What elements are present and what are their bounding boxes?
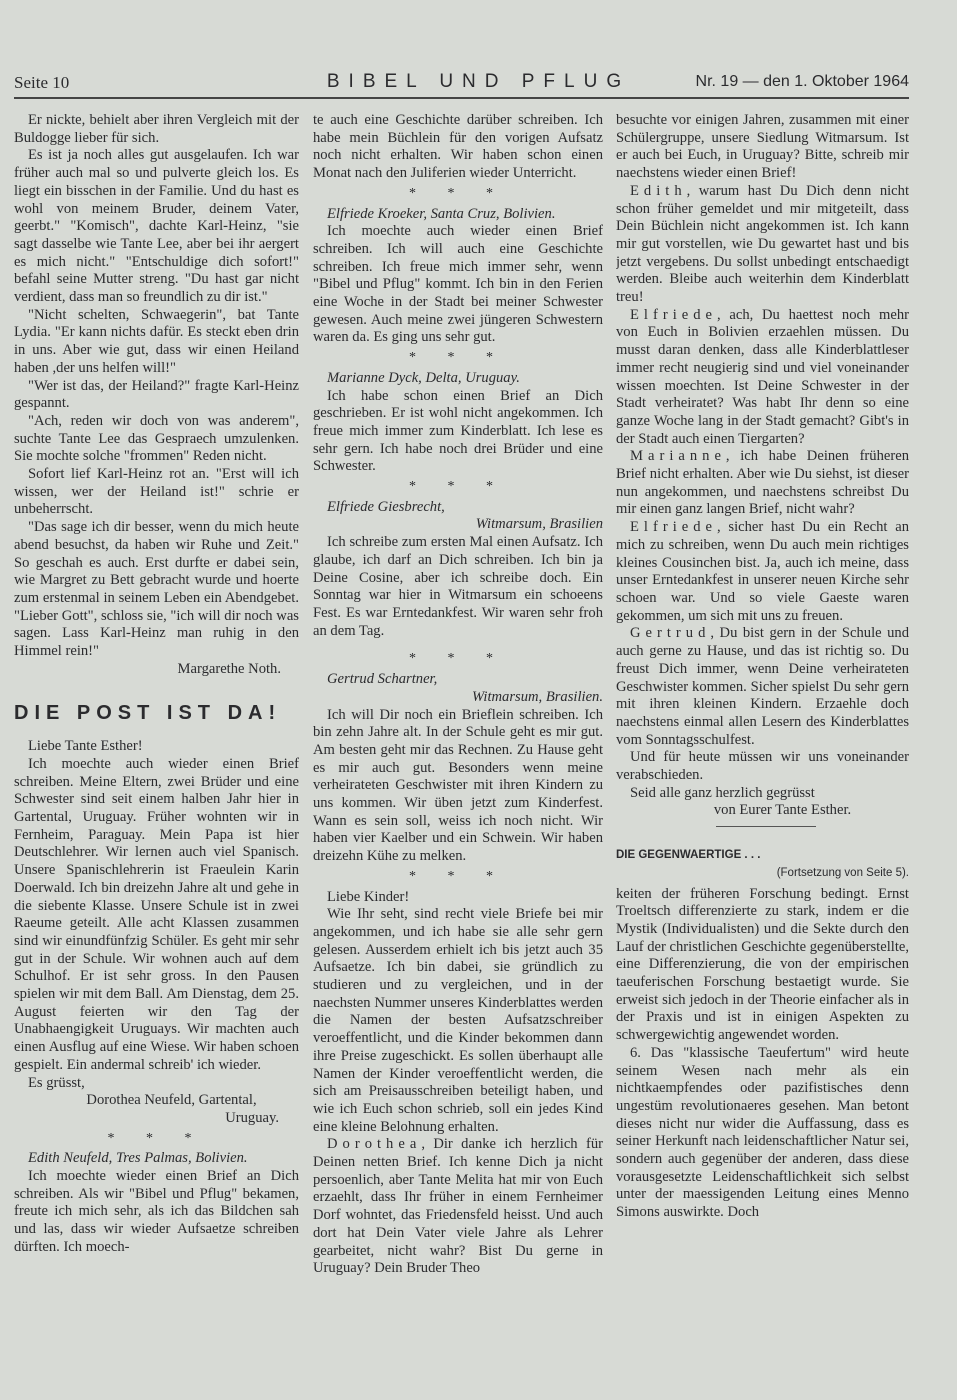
letter-paragraph: Ich schreibe zum ersten Mal einen Aufsatz. Ich glaube, ich darf an Dich schreiben. Ich bin ja Deine Cosine, aber ich schreibe doch. Ein Sonntag war hier in Witmarsum ein schoeens Fest. Es war Erntedankfest. Wir waren sehr froh an dem Tag. (313, 534, 603, 639)
column-3 (616, 112, 909, 1392)
letter-byline: Elfriede Giesbrecht, (327, 498, 445, 515)
letter-greeting: Es grüsst, (28, 1074, 85, 1091)
header-rule (14, 97, 909, 99)
reply-paragraph: Edith, warum hast Du Dich denn nicht schon früher gemeldet und mir mitgeteilt, dass Dein Büchlein nicht angekommen ist. Ich kann mir gut vorstellen, wie Du gewartet hast und bis jetzt vergebens. Du sollst unbedingt entschaedigt werden. Bleibe auch weiterhin dem Kinderblatt treu! (616, 182, 909, 306)
separator-stars: * * * (409, 185, 507, 201)
section-divider (716, 826, 816, 827)
letter-paragraph: Ich moechte auch wieder einen Brief schreiben. Meine Eltern, zwei Brüder und eine Schwester sind seit einem halben Jahr hier in Gartental, Uruguay. Früher wohnten wir in Fernheim, Paraguay. Mein Papa ist hier Deutschlehrer. Wir lernen auch viel Spanisch. Unsere Spanischlehrerin ist Fraeulein Karin Doerwald. Ich bin dreizehn Jahre alt und gehe in die siebente Klasse. Unsere Schule ist in zwei Raeume geteilt. Alle acht Klassen zusammen sind wir einundfünfzig Schüler. Es geht mir sehr gut in der Schule. Wir wohnen auch auf dem Schulhof. Er ist sehr gross. In den Pausen spielen wir mit dem Ball. Am Dienstag, dem 25. August feierten wir den Tag der Unabhaengigkeit Uruguays. Wir machten auch einen Ausflug auf eine Wiese. Wir haben schoen gespielt. Ein andermal schreib' ich wieder. (14, 755, 299, 1073)
story-paragraph: "Nicht schelten, Schwaegerin", bat Tante Lydia. "Er kann nichts dafür. Es steckt eben drin in uns. Aber wie gut, dass wir einen Heiland haben ,der uns helfen will!" (14, 306, 299, 376)
reply-paragraph: Und für heute müssen wir uns voneinander verabschieden. (616, 749, 909, 784)
column-1 (14, 112, 299, 1392)
story-paragraph: Es ist ja noch alles gut ausgelaufen. Ich war früher auch mal so und pulverte gleich los. Es liegt ein bisschen in der Familie. Und du hast es wohl von meinem Bruder, deinem Vater, geerbt." "Komisch", dachte Karl-Heinz, "sie sagt dasselbe wie Tante Lee, aber bei ihr aergert es mich nicht." "Entschuldige dich sofort!" befahl seine Mutter streng. "Du hast gar nicht verdient, dass man so freundlich zu dir ist." (14, 147, 299, 306)
reply-paragraph: Gertrud, Du bist gern in der Schule und auch gerne zu Hause, und das ist richtig so. Du freust Dich immer, wenn Deine verheirateten Geschwister kommen. Sicher spielst Du sehr gern mit ihren kleinen Kindern. Erzaehle doch naechstens einmal allen Lesern des Kinderblattes vom Sonntagsschulfest. (616, 625, 909, 748)
addressee-name: Elfriede (630, 306, 717, 323)
letter-signature: Dorothea Neufeld, Gartental, (86, 1092, 257, 1109)
separator-stars: * * * (107, 1130, 206, 1146)
letter-paragraph: Ich moechte wieder einen Brief an Dich schreiben. Als wir "Bibel und Pflug" bekamen, freute ich mich sehr, als ich das Bildchen sah und las, dass wir wieder Aufsaetze schreiben dürften. Ich moech- (14, 1168, 299, 1255)
article-paragraph: 6. Das "klassische Taeufertum" wird heute seinem Wesen nach mehr als ein nichtkaempfendes oder pazifistisches denn ungestüm revolutionaeres gesehen. Man betont dieses nicht nur wider die Auffassung, dass es seiner Herkunft nach leidenschaftlicher Natur sei, sondern auch gegenüber der anderen, dass diese vorausgesetzte Leidenschaftlichkeit sich selbst unter der maessigenden Leitung eines Menno Simons auswirkte. Doch (616, 1044, 909, 1221)
page-number: Seite 10 (14, 73, 70, 92)
story-paragraph: Er nickte, behielt aber ihren Vergleich mit der Buldogge lieber für sich. (14, 112, 299, 146)
reply-paragraph: Elfriede, sicher hast Du ein Recht an mich zu schreiben, wenn Du auch mein richtiges kleines Cousinchen bist. Ja, auch ich meine, dass unser Erntedankfest in unserer neuen Kirche sehr schoen war. Und so viele Gaeste waren gekommen, um sich mit uns zu freuen. (616, 519, 909, 624)
letter-byline: Marianne Dyck, Delta, Uruguay. (327, 369, 520, 386)
addressee-name: Marianne (630, 448, 726, 465)
reply-paragraph: besuchte vor einigen Jahren, zusammen mit einer Schülergruppe, unsere Siedlung Witmarsum. Ist er auch bei Euch, in Uruguay? Bitte, schreib mir naechstens wieder einen Brief! (616, 112, 909, 182)
addressee-name: Elfriede (630, 519, 717, 536)
story-paragraph: "Das sage ich dir besser, wenn du mich heute abend besuchst, da haben wir Ruhe und Zeit." So geschah es auch. Erst durfte er dabei sein, wie Margret zu Bett gebracht wurde und hoerte zum erstenmal in seinem Leben ein Abendgebet. "Lieber Gott", schloss sie, "ich will dir noch was sagen. Lass Karl-Heinz man ruhig in den Himmel rein!" (14, 519, 299, 660)
page-header (0, 70, 957, 100)
reply-paragraph: Seid alle ganz herzlich gegrüsst (630, 784, 815, 801)
letter-byline: Gertrud Schartner, (327, 671, 438, 688)
separator-stars: * * * (409, 651, 507, 667)
story-paragraph: "Wer ist das, der Heiland?" fragte Karl-Heinz gespannt. (14, 377, 299, 412)
letter-byline: Edith Neufeld, Tres Palmas, Bolivien. (28, 1150, 248, 1167)
letter-paragraph: Ich moechte auch wieder einen Brief schreiben. Ich will auch eine Geschichte schreiben. Ich freue mich immer sehr, wenn "Bibel und Pflug" kommt. Ich bin in den Ferien eine Woche in der Stadt bei meiner Schwester gewesen. Auch meine zwei jüngeren Schwestern waren da. Es ging uns sehr gut. (313, 223, 603, 346)
reply-paragraph: Wie Ihr seht, sind recht viele Briefe bei mir angekommen, und ich habe sie alle sehr gern gelesen. Ausserdem erhielt ich bis jetzt auch 35 Aufsaetze. Ich bin dabei, sie gründlich zu studieren und zu vergleichen, und in der naechsten Nummer unseres Kinderblattes werden die Namen der besten Aufsatzschreiber veroeffentlicht, und die Kinder bekommen dann ihre Preise zugeschickt. Es sollen überhaupt alle Namen der Kinder veroeffentlicht werden, die sich am Preisausschreiben beteiligt haben, und wie ich Euch schon schrieb, soll ein jedes Kind eine kleine Belohnung erhalten. (313, 906, 603, 1135)
letter-paragraph: te auch eine Geschichte darüber schreiben. Ich habe mein Büchlein für den vorigen Aufsatz noch nicht erhalten. Wir haben schon einen Monat nach den Juliferien wieder Unterricht. (313, 112, 603, 182)
letter-paragraph: Ich will Dir noch ein Brieflein schreiben. Ich bin zehn Jahre alt. In der Schule geht es mir gut. Am besten geht mir das Rechnen. Zu Hause geht es mir auch gut. Besonders wenn meine verheirateten Geschwister mit ihren Kindern zu uns kommen. Wir üben jetzt zum Kinderfest. Wann es sein soll, weiss ich noch nicht. Wir haben vier Kaelber und ein Schwein. Wir haben dreizehn Kühe zu melken. (313, 706, 603, 865)
section-heading: DIE POST IST DA! (14, 701, 282, 724)
story-paragraph: "Ach, reden wir doch von was anderem", suchte Tante Lee das Gespraech umzulenken. Sie mochte solche "frommen" Reden nicht. (14, 412, 299, 465)
addressee-name: Dorothea (327, 1136, 422, 1153)
issue-date: Nr. 19 — den 1. Oktober 1964 (695, 73, 909, 90)
letter-byline-place: Witmarsum, Brasilien. (472, 688, 603, 705)
column-2 (313, 112, 603, 1392)
article-paragraph: keiten der früheren Forschung bedingt. Ernst Troeltsch differenzierte zu stark, indem er die Mystik (Individualisten) und die Sekte durch den Lauf der christlichen Geschichte gegenüberstellte, eine Differenzierung, die von der empirischen taeuferischen Forschung bestaetigt wurde. Sie erweist sich jedoch in der Theorie einfacher als in der Praxis und ist in einigen Aspekten zu schwergewichtig angewendet worden. (616, 885, 909, 1044)
separator-stars: * * * (409, 479, 507, 495)
continued-note: (Fortsetzung von Seite 5). (776, 866, 909, 879)
story-paragraph: Sofort lief Karl-Heinz rot an. "Erst will ich wissen, wer der Heiland ist!" schrie er unbeherrscht. (14, 466, 299, 518)
reply-salutation: Liebe Kinder! (327, 888, 410, 905)
continued-article-heading: DIE GEGENWAERTIGE . . . (616, 849, 761, 862)
letter-salutation: Liebe Tante Esther! (28, 738, 143, 755)
publication-title: BIBEL UND PFLUG (326, 71, 631, 92)
reply-paragraph: Elfriede, ach, Du haettest noch mehr von Euch in Bolivien erzaehlen müssen. Du musst daran denken, dass alle Kinderblattleser immer recht neugierig sind und viel voneinander wissen moechten. Ist Deine Schwester in der Stadt verheiratet? Was habt Ihr denn so eine ganze Woche lang in der Stadt gemacht? Gibt's in der Stadt auch einen Tiergarten? (616, 306, 909, 447)
letter-byline: Elfriede Kroeker, Santa Cruz, Bolivien. (327, 205, 556, 222)
reply-paragraph: Dorothea, Dir danke ich herzlich für Deinen netten Brief. Ich kenne Dich ja nicht persoenlich, aber Tante Melita hat mir von Euch erzaehlt, dass Ihr früher in einem Fernheimer Dorf wohntet, das Friedensfeld heisst. Und auch dort hat Dein Vater viele Jahre als Lehrer gearbeitet, nicht wahr? Bist Du gerne in Uruguay? Dein Bruder Theo (313, 1136, 603, 1277)
story-author: Margarethe Noth. (177, 660, 281, 677)
reply-signature: von Eurer Tante Esther. (713, 802, 852, 819)
letter-paragraph: Ich habe schon einen Brief an Dich geschrieben. Er ist wohl nicht angekommen. Ich freue mich immer zum Kinderblatt. Ich lese es sehr gern. Ich habe noch drei Brüder und eine Schwester. (313, 387, 603, 475)
letter-signature-place: Uruguay. (225, 1109, 279, 1126)
reply-paragraph: Marianne, ich habe Deinen früheren Brief nicht erhalten. Aber wie Du siehst, ist dieser nun angekommen, und naechstens schreibst Du mir einen ganz langen Brief, nicht wahr? (616, 448, 909, 518)
separator-stars: * * * (409, 868, 507, 884)
separator-stars: * * * (409, 350, 507, 366)
addressee-name: Edith (630, 182, 687, 199)
letter-byline-place: Witmarsum, Brasilien (475, 516, 603, 533)
addressee-name: Gertrud (630, 625, 711, 642)
